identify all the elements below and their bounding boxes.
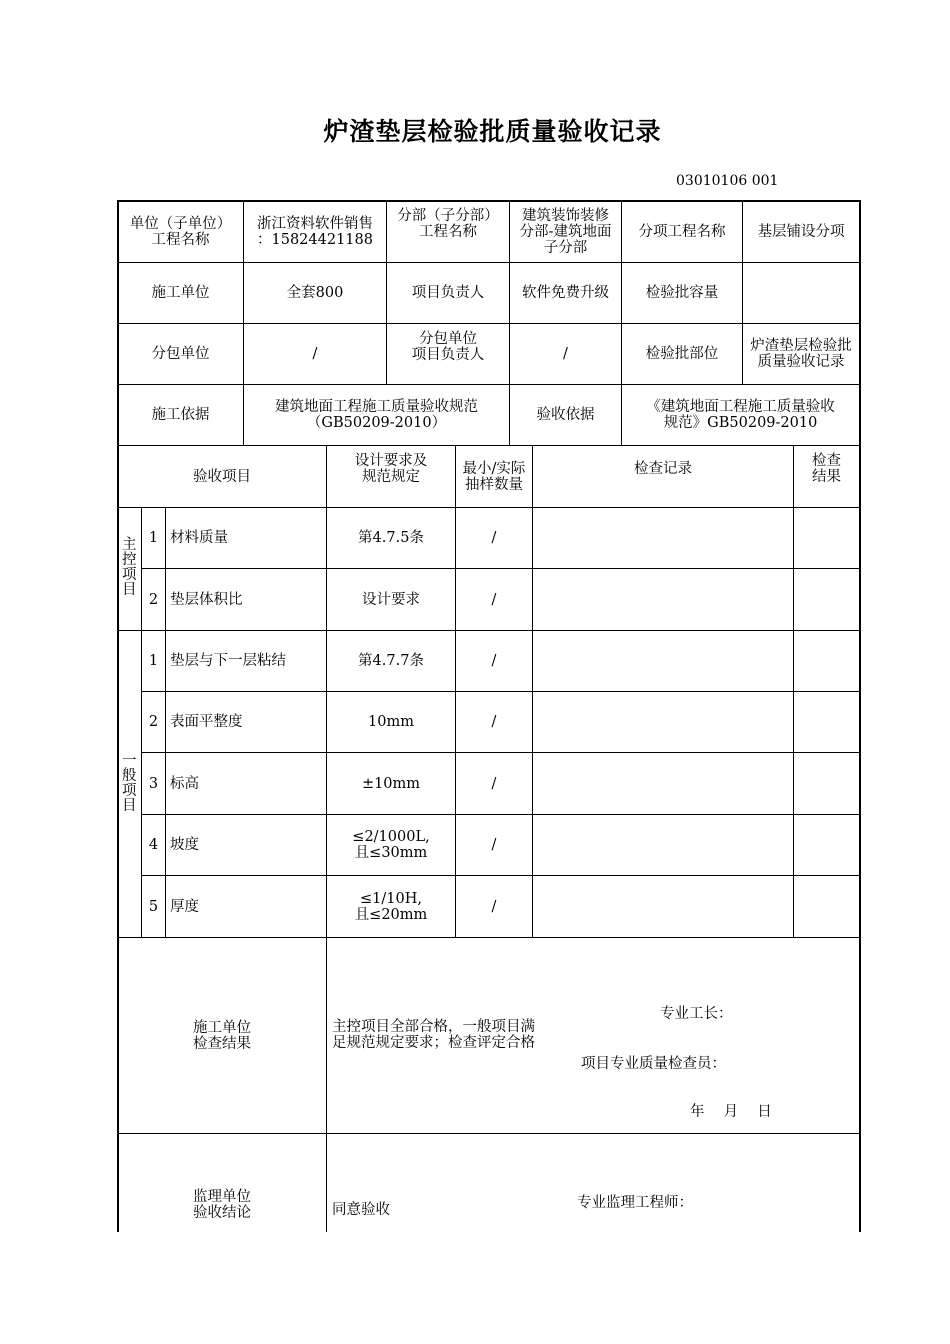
item-requirement: ≤1/10H, 且≤20mm (354, 890, 428, 923)
row-number: 4 (148, 837, 159, 853)
subcontractor-label: 分包单位 (151, 346, 210, 362)
row-number: 1 (148, 530, 159, 546)
item-requirement: ±10mm (361, 775, 421, 792)
capacity-value (743, 263, 859, 323)
basis-value: 建筑地面工程施工质量验收规范 （GB50209-2010） (275, 399, 478, 431)
column-result: 检查 结果 (812, 453, 841, 485)
item-name: 材料质量 (170, 530, 228, 546)
foreman-label: 专业工长： (660, 1006, 733, 1022)
quality-inspector-label: 项目专业质量检查员： (581, 1056, 726, 1072)
unit-label: 单位（子单位） 工程名称 (129, 215, 232, 248)
column-item: 验收项目 (193, 468, 251, 485)
column-record: 检查记录 (634, 461, 692, 477)
contractor-value: 全套800 (286, 285, 344, 301)
construction-check-label: 施工单位 检查结果 (193, 1019, 251, 1052)
item-requirement: 第4.7.7条 (358, 653, 424, 669)
row-number: 2 (148, 714, 159, 730)
location-value: 炉渣垫层检验批 质量验收记录 (750, 338, 852, 370)
supervision-engineer-label: 专业监理工程师： (577, 1195, 693, 1211)
row-number: 5 (148, 898, 159, 915)
item-sample: / (491, 898, 497, 915)
document-number: 03010106 001 (676, 173, 779, 189)
subitem-value: 基层铺设分项 (757, 223, 845, 240)
unit-value: 浙江资料软件销售 ：15824421188 (257, 215, 373, 248)
contractor-label: 施工单位 (151, 285, 210, 301)
item-requirement: 10mm (368, 714, 414, 730)
item-name: 表面平整度 (170, 714, 243, 730)
date-field: 年 月 日 (690, 1104, 772, 1120)
page-title: 炉渣垫层检验批质量验收记录 (323, 117, 662, 146)
construction-check-text: 主控项目全部合格，一般项目满 足规范规定要求；检查评定合格 (332, 1019, 535, 1051)
item-name: 垫层体积比 (170, 591, 243, 608)
pm-value: 软件免费升级 (522, 285, 609, 301)
sub-pm-value: / (563, 346, 568, 362)
column-sample: 最小/实际 抽样数量 (462, 461, 526, 493)
division-label: 分部（子分部） 工程名称 (397, 208, 499, 240)
subitem-label: 分项工程名称 (638, 223, 726, 240)
row-number: 2 (148, 591, 159, 608)
item-name: 厚度 (170, 898, 199, 915)
supervision-text: 同意验收 (332, 1202, 390, 1218)
supervision-label: 监理单位 验收结论 (193, 1189, 251, 1221)
general-label: 一般项目 (122, 753, 137, 814)
acceptance-basis-value: 《建筑地面工程施工质量验收 规范》GB50209-2010 (646, 399, 835, 431)
subcontractor-value: / (312, 346, 318, 362)
row-number: 1 (148, 653, 159, 669)
item-requirement: 设计要求 (362, 591, 420, 608)
item-name: 标高 (170, 775, 199, 792)
item-sample: / (491, 530, 497, 546)
acceptance-basis-label: 验收依据 (536, 407, 595, 423)
item-sample: / (491, 714, 497, 730)
row-number: 3 (148, 775, 159, 792)
basis-label: 施工依据 (151, 407, 210, 423)
item-name: 坡度 (170, 837, 199, 853)
column-design: 设计要求及 规范规定 (354, 453, 428, 485)
main-control-label: 主控项目 (122, 537, 137, 598)
item-requirement: ≤2/1000L, 且≤30mm (352, 829, 430, 861)
item-name: 垫层与下一层粘结 (170, 653, 286, 669)
item-sample: / (491, 837, 497, 853)
item-sample: / (491, 653, 497, 669)
division-value: 建筑装饰装修 分部-建筑地面 子分部 (519, 207, 612, 256)
capacity-label: 检验批容量 (645, 285, 719, 301)
item-sample: / (491, 591, 497, 608)
pm-label: 项目负责人 (411, 285, 485, 301)
sub-pm-label: 分包单位 项目负责人 (411, 331, 485, 363)
page-bottom-margin (0, 1232, 950, 1344)
item-sample: / (491, 775, 497, 792)
location-label: 检验批部位 (645, 346, 719, 362)
item-requirement: 第4.7.5条 (358, 530, 424, 546)
